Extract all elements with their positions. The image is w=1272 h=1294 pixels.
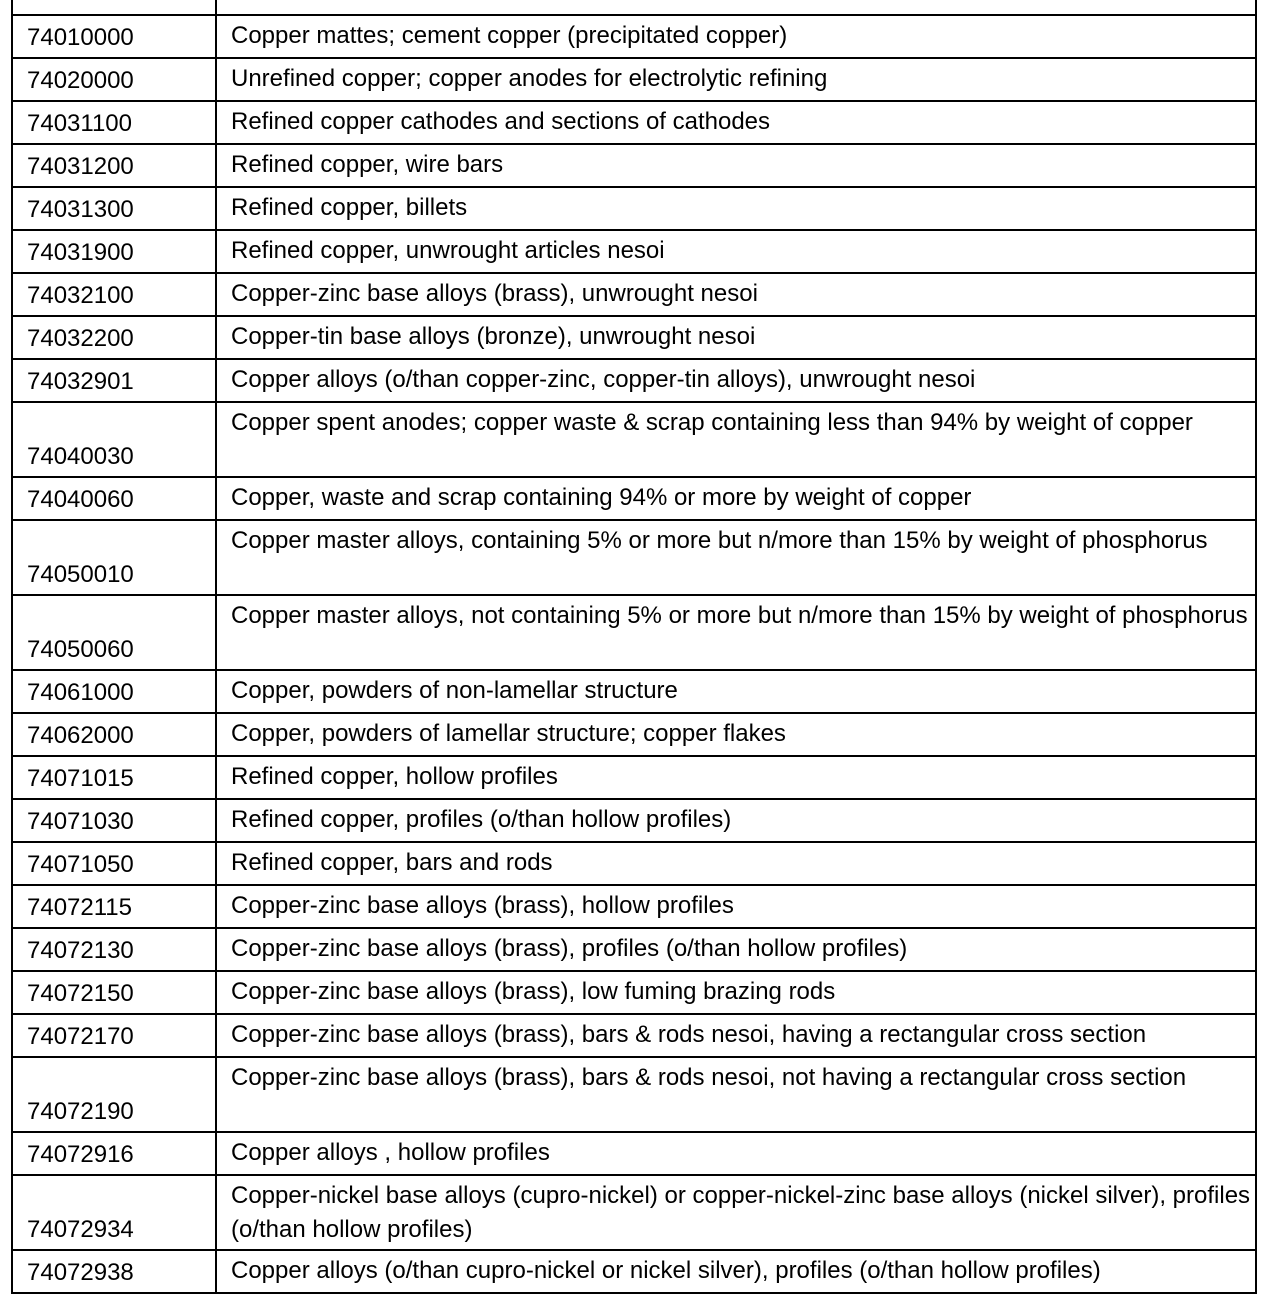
description-cell: Refined copper, hollow profiles: [216, 756, 1256, 799]
code-cell: 74031900: [12, 230, 216, 273]
table-row: [12, 1057, 1256, 1132]
description-cell: Copper, waste and scrap containing 94% or more by weight of copper: [216, 477, 1256, 520]
description-cell: Copper alloys (o/than cupro-nickel or nickel silver), profiles (o/than hollow profiles): [216, 1250, 1256, 1293]
tariff-code-table: [11, 0, 1257, 1294]
code-cell: 74072115: [12, 885, 216, 928]
code-cell: 74010000: [12, 15, 216, 58]
table-row: [12, 1132, 1256, 1175]
description-cell: Copper-zinc base alloys (brass), unwrought nesoi: [216, 273, 1256, 316]
description-cell: Copper-zinc base alloys (brass), low fuming brazing rods: [216, 971, 1256, 1014]
description-cell: Unrefined copper; copper anodes for electrolytic refining: [216, 58, 1256, 101]
code-cell: 74072916: [12, 1132, 216, 1175]
description-cell: Refined copper, billets: [216, 187, 1256, 230]
table-row: [12, 713, 1256, 756]
code-cell: 74061000: [12, 670, 216, 713]
table-row: [12, 799, 1256, 842]
code-cell: 74031200: [12, 144, 216, 187]
table-row: [12, 316, 1256, 359]
description-cell: Copper-zinc base alloys (brass), profiles (o/than hollow profiles): [216, 928, 1256, 971]
code-cell: 74032100: [12, 273, 216, 316]
code-cell: 74071050: [12, 842, 216, 885]
table-row: [12, 15, 1256, 58]
code-cell: 74072150: [12, 971, 216, 1014]
table-row: [12, 230, 1256, 273]
table-row: [12, 144, 1256, 187]
description-cell: Refined copper cathodes and sections of cathodes: [216, 101, 1256, 144]
description-cell: Copper alloys , hollow profiles: [216, 1132, 1256, 1175]
code-cell: 74050010: [12, 520, 216, 595]
table-row: [12, 359, 1256, 402]
table-row: [12, 1014, 1256, 1057]
table-row: [12, 756, 1256, 799]
code-cell: 74071030: [12, 799, 216, 842]
description-cell: Copper-zinc base alloys (brass), bars & rods nesoi, not having a rectangular cross section: [216, 1057, 1256, 1132]
description-cell: Refined copper, bars and rods: [216, 842, 1256, 885]
code-cell: 74050060: [12, 595, 216, 670]
description-cell: Copper master alloys, not containing 5% or more but n/more than 15% by weight of phosphorus: [216, 595, 1256, 670]
code-cell: 74072934: [12, 1175, 216, 1250]
table-row: [12, 520, 1256, 595]
code-cell: 74072190: [12, 1057, 216, 1132]
table-row: [12, 928, 1256, 971]
description-cell: Refined copper, unwrought articles nesoi: [216, 230, 1256, 273]
table-row: [12, 477, 1256, 520]
code-cell: 74071015: [12, 756, 216, 799]
description-cell: Copper mattes; cement copper (precipitated copper): [216, 15, 1256, 58]
code-cell: 74072130: [12, 928, 216, 971]
description-cell: Copper-zinc base alloys (brass), hollow profiles: [216, 885, 1256, 928]
table-row: [12, 101, 1256, 144]
table-row: [12, 58, 1256, 101]
code-cell: 74031300: [12, 187, 216, 230]
description-cell: Copper-nickel base alloys (cupro-nickel) or copper-nickel-zinc base alloys (nickel silver), profiles (o/than hollow profiles): [216, 1175, 1256, 1250]
table-row: [12, 842, 1256, 885]
code-cell: [12, 0, 216, 15]
description-cell: [216, 0, 1256, 15]
code-cell: 74032200: [12, 316, 216, 359]
code-cell: 74032901: [12, 359, 216, 402]
code-cell: 74031100: [12, 101, 216, 144]
table-row: [12, 1175, 1256, 1250]
code-cell: 74020000: [12, 58, 216, 101]
description-cell: Refined copper, wire bars: [216, 144, 1256, 187]
description-cell: Copper, powders of non-lamellar structure: [216, 670, 1256, 713]
table-row: [12, 1250, 1256, 1293]
table-row: [12, 273, 1256, 316]
description-cell: Copper master alloys, containing 5% or more but n/more than 15% by weight of phosphorus: [216, 520, 1256, 595]
description-cell: Copper spent anodes; copper waste & scrap containing less than 94% by weight of copper: [216, 402, 1256, 477]
table-row: [12, 595, 1256, 670]
table-row: [12, 187, 1256, 230]
table-row: [12, 971, 1256, 1014]
description-cell: Copper-tin base alloys (bronze), unwrought nesoi: [216, 316, 1256, 359]
description-cell: Copper, powders of lamellar structure; copper flakes: [216, 713, 1256, 756]
code-cell: 74072170: [12, 1014, 216, 1057]
table-row: [12, 885, 1256, 928]
table-row: [12, 670, 1256, 713]
code-cell: 74062000: [12, 713, 216, 756]
table-row: [12, 402, 1256, 477]
code-cell: 74040060: [12, 477, 216, 520]
code-cell: 74072938: [12, 1250, 216, 1293]
description-cell: Copper alloys (o/than copper-zinc, copper-tin alloys), unwrought nesoi: [216, 359, 1256, 402]
code-cell: 74040030: [12, 402, 216, 477]
description-cell: Copper-zinc base alloys (brass), bars & rods nesoi, having a rectangular cross section: [216, 1014, 1256, 1057]
description-cell: Refined copper, profiles (o/than hollow profiles): [216, 799, 1256, 842]
table-row-cut-off: [12, 0, 1256, 15]
